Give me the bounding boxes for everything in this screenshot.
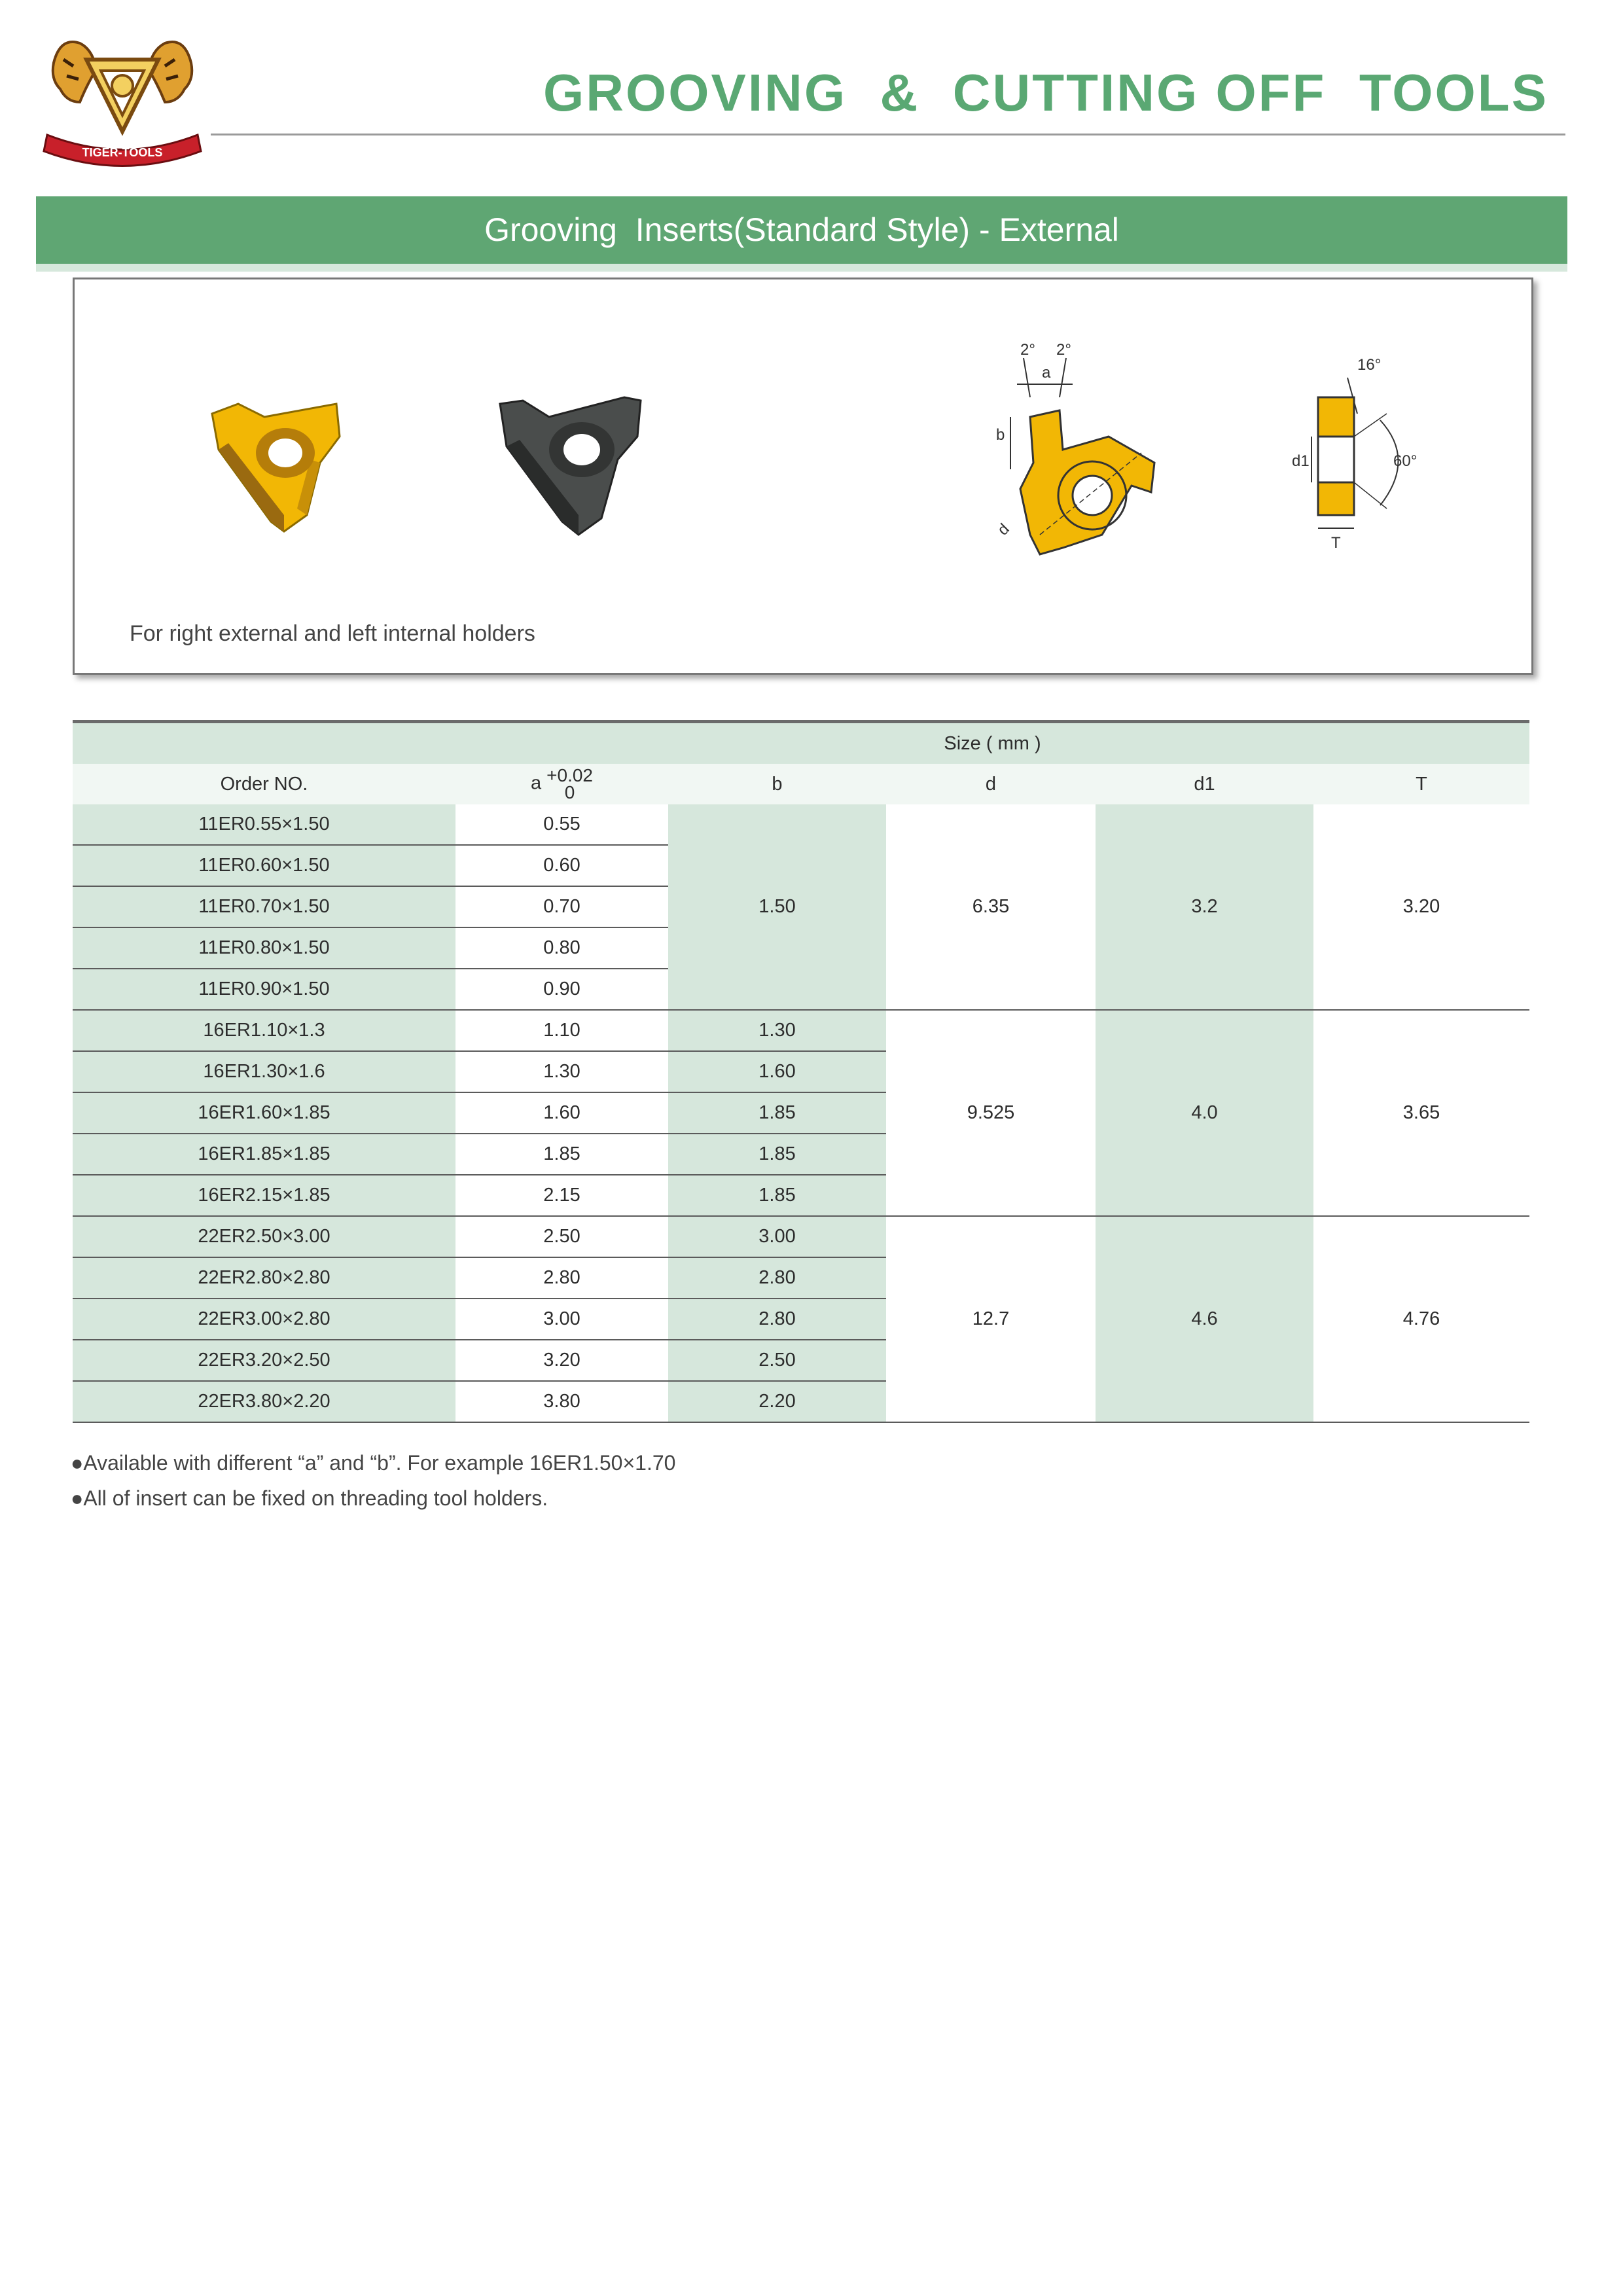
b-cell: 1.30 xyxy=(668,1010,886,1051)
col-d1-header: d1 xyxy=(1096,764,1313,804)
a-cell: 0.70 xyxy=(455,886,668,927)
a-cell: 1.85 xyxy=(455,1134,668,1175)
order-no-cell: 22ER2.80×2.80 xyxy=(73,1257,455,1299)
section-title: Grooving Inserts(Standard Style) - External xyxy=(36,196,1567,264)
d1-cell: 3.2 xyxy=(1096,804,1313,1010)
b-cell: 1.60 xyxy=(668,1051,886,1092)
a-cell: 0.90 xyxy=(455,969,668,1010)
page-title: GROOVING & CUTTING OFF TOOLS xyxy=(543,63,1548,122)
col-order-header: Order NO. xyxy=(73,764,455,804)
a-cell: 3.00 xyxy=(455,1299,668,1340)
t-cell: 3.20 xyxy=(1313,804,1529,1010)
order-no-cell: 22ER2.50×3.00 xyxy=(73,1216,455,1257)
d-cell: 12.7 xyxy=(886,1216,1096,1422)
svg-text:2°: 2° xyxy=(1020,341,1035,359)
col-t-header: T xyxy=(1313,764,1529,804)
table-row xyxy=(73,1216,1529,1257)
section-band-shadow xyxy=(36,264,1567,272)
order-no-cell: 11ER0.70×1.50 xyxy=(73,886,455,927)
spec-table xyxy=(73,720,1529,1423)
order-no-cell: 22ER3.20×2.50 xyxy=(73,1340,455,1381)
order-no-cell: 11ER0.60×1.50 xyxy=(73,845,455,886)
col-d-header: d xyxy=(886,764,1096,804)
a-cell: 1.30 xyxy=(455,1051,668,1092)
insert-figure-box xyxy=(73,278,1533,675)
a-cell: 2.50 xyxy=(455,1216,668,1257)
b-cell: 1.85 xyxy=(668,1134,886,1175)
a-cell: 0.60 xyxy=(455,845,668,886)
order-no-cell: 16ER2.15×1.85 xyxy=(73,1175,455,1216)
a-cell: 3.20 xyxy=(455,1340,668,1381)
svg-text:T: T xyxy=(1331,534,1341,552)
a-cell: 3.80 xyxy=(455,1381,668,1422)
dark-insert-icon xyxy=(487,384,664,541)
gold-insert-icon xyxy=(199,391,369,541)
b-cell: 1.85 xyxy=(668,1092,886,1134)
d-cell: 6.35 xyxy=(886,804,1096,1010)
d1-cell: 4.6 xyxy=(1096,1216,1313,1422)
b-cell: 2.50 xyxy=(668,1340,886,1381)
order-no-cell: 11ER0.80×1.50 xyxy=(73,927,455,969)
col-b-header: b xyxy=(668,764,886,804)
svg-text:a: a xyxy=(1042,364,1051,382)
svg-text:2°: 2° xyxy=(1056,341,1071,359)
a-cell: 1.60 xyxy=(455,1092,668,1134)
order-no-cell: 22ER3.00×2.80 xyxy=(73,1299,455,1340)
t-cell: 3.65 xyxy=(1313,1010,1529,1216)
col-a-label: a xyxy=(531,772,542,794)
note-item: ●All of insert can be fixed on threading tool holders. xyxy=(71,1486,548,1510)
order-no-cell: 11ER0.55×1.50 xyxy=(73,804,455,845)
a-cell: 1.10 xyxy=(455,1010,668,1051)
spec-table-body xyxy=(73,804,1529,1422)
order-no-cell: 16ER1.60×1.85 xyxy=(73,1092,455,1134)
a-cell: 0.80 xyxy=(455,927,668,969)
b-cell: 2.20 xyxy=(668,1381,886,1422)
order-no-cell: 16ER1.30×1.6 xyxy=(73,1051,455,1092)
b-cell: 3.00 xyxy=(668,1216,886,1257)
table-row xyxy=(73,1010,1529,1051)
svg-text:d: d xyxy=(994,520,1013,539)
a-cell: 0.55 xyxy=(455,804,668,845)
insert-dimension-diagram xyxy=(991,338,1266,574)
size-group-header: Size ( mm ) xyxy=(455,722,1529,764)
d1-cell: 4.0 xyxy=(1096,1010,1313,1216)
logo-text: TIGER-TOOLS xyxy=(82,146,163,159)
order-no-cell: 16ER1.85×1.85 xyxy=(73,1134,455,1175)
col-a-header xyxy=(455,764,668,804)
insert-side-view-diagram xyxy=(1292,351,1462,561)
a-cell: 2.80 xyxy=(455,1257,668,1299)
svg-text:60°: 60° xyxy=(1393,452,1418,470)
svg-text:b: b xyxy=(996,426,1005,444)
header-divider xyxy=(211,134,1565,135)
a-cell: 2.15 xyxy=(455,1175,668,1216)
b-cell: 2.80 xyxy=(668,1299,886,1340)
tiger-crest-logo xyxy=(41,24,204,169)
svg-text:d1: d1 xyxy=(1292,452,1310,470)
t-cell: 4.76 xyxy=(1313,1216,1529,1422)
d-cell: 9.525 xyxy=(886,1010,1096,1216)
figure-caption: For right external and left internal holders xyxy=(130,621,535,646)
b-cell: 2.80 xyxy=(668,1257,886,1299)
order-no-cell: 16ER1.10×1.3 xyxy=(73,1010,455,1051)
a-tolerance: +0.02 0 xyxy=(546,765,593,802)
svg-text:16°: 16° xyxy=(1357,356,1382,374)
table-row xyxy=(73,804,1529,845)
note-item: ●Available with different “a” and “b”. For example 16ER1.50×1.70 xyxy=(71,1451,676,1475)
notes xyxy=(71,1445,675,1516)
order-no-cell: 11ER0.90×1.50 xyxy=(73,969,455,1010)
b-cell: 1.50 xyxy=(668,804,886,1010)
table-header-blank xyxy=(73,722,455,764)
b-cell: 1.85 xyxy=(668,1175,886,1216)
order-no-cell: 22ER3.80×2.20 xyxy=(73,1381,455,1422)
